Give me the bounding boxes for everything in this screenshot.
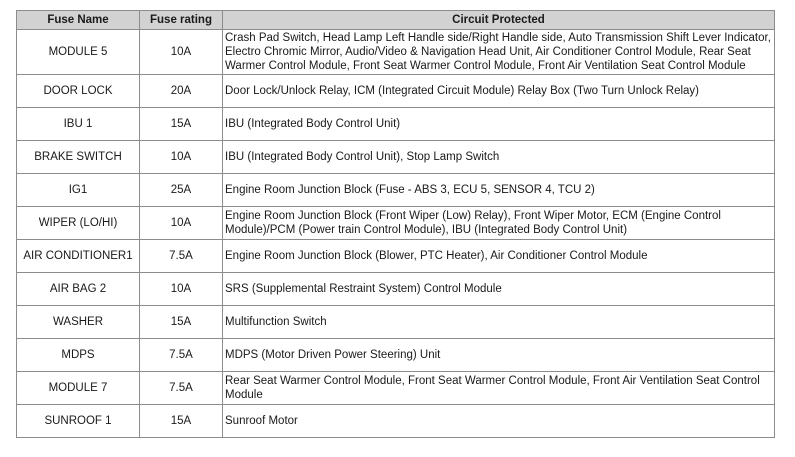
- circuit-cell: Engine Room Junction Block (Fuse - ABS 3, ECU 5, SENSOR 4, TCU 2): [223, 174, 775, 207]
- fuse-name-cell: AIR BAG 2: [17, 273, 140, 306]
- fuse-name-cell: IBU 1: [17, 108, 140, 141]
- table-row: [17, 30, 775, 75]
- circuit-cell: MDPS (Motor Driven Power Steering) Unit: [223, 339, 775, 372]
- table-row: [17, 174, 775, 207]
- fuse-rating-cell: 10A: [140, 273, 223, 306]
- header-row: [17, 11, 775, 30]
- table-row: [17, 372, 775, 405]
- fuse-rating-cell: 25A: [140, 174, 223, 207]
- circuit-cell: Rear Seat Warmer Control Module, Front Seat Warmer Control Module, Front Air Ventilation Seat Control Module: [223, 372, 775, 405]
- table-row: [17, 108, 775, 141]
- fuse-name-cell: MODULE 7: [17, 372, 140, 405]
- table-row: [17, 207, 775, 240]
- circuit-cell: IBU (Integrated Body Control Unit), Stop Lamp Switch: [223, 141, 775, 174]
- fuse-name-cell: SUNROOF 1: [17, 405, 140, 438]
- fuse-name-cell: IG1: [17, 174, 140, 207]
- fuse-rating-cell: 7.5A: [140, 240, 223, 273]
- circuit-cell: SRS (Supplemental Restraint System) Control Module: [223, 273, 775, 306]
- circuit-cell: Sunroof Motor: [223, 405, 775, 438]
- table-row: [17, 339, 775, 372]
- table-row: [17, 141, 775, 174]
- fuse-rating-cell: 15A: [140, 405, 223, 438]
- fuse-name-cell: WIPER (LO/HI): [17, 207, 140, 240]
- table-body: [17, 30, 775, 438]
- table-row: [17, 240, 775, 273]
- table-row: [17, 405, 775, 438]
- fuse-rating-cell: 20A: [140, 75, 223, 108]
- header-fuse-name: Fuse Name: [17, 11, 140, 30]
- circuit-cell: IBU (Integrated Body Control Unit): [223, 108, 775, 141]
- table-row: [17, 75, 775, 108]
- fuse-name-cell: MODULE 5: [17, 30, 140, 75]
- fuse-rating-cell: 10A: [140, 141, 223, 174]
- fuse-rating-cell: 10A: [140, 207, 223, 240]
- fuse-rating-cell: 7.5A: [140, 372, 223, 405]
- fuse-table: [16, 10, 775, 438]
- circuit-cell: Multifunction Switch: [223, 306, 775, 339]
- fuse-name-cell: MDPS: [17, 339, 140, 372]
- fuse-rating-cell: 15A: [140, 306, 223, 339]
- table-row: [17, 306, 775, 339]
- table-header: [17, 11, 775, 30]
- fuse-rating-cell: 10A: [140, 30, 223, 75]
- circuit-cell: Crash Pad Switch, Head Lamp Left Handle side/Right Handle side, Auto Transmission Shift Lever Indicator, Electro Chromic Mirror, Audio/Video & Navigation Head Unit, Air Conditioner Control Module, Rear Seat Warmer Control Module, Front Seat Warmer Control Module, Front Air Ventilation Seat Control Module: [223, 30, 775, 75]
- header-circuit-protected: Circuit Protected: [223, 11, 775, 30]
- header-fuse-rating: Fuse rating: [140, 11, 223, 30]
- fuse-name-cell: AIR CONDITIONER1: [17, 240, 140, 273]
- fuse-name-cell: WASHER: [17, 306, 140, 339]
- fuse-rating-cell: 7.5A: [140, 339, 223, 372]
- circuit-cell: Door Lock/Unlock Relay, ICM (Integrated Circuit Module) Relay Box (Two Turn Unlock Relay): [223, 75, 775, 108]
- circuit-cell: Engine Room Junction Block (Blower, PTC Heater), Air Conditioner Control Module: [223, 240, 775, 273]
- table-row: [17, 273, 775, 306]
- fuse-name-cell: DOOR LOCK: [17, 75, 140, 108]
- fuse-rating-cell: 15A: [140, 108, 223, 141]
- circuit-cell: Engine Room Junction Block (Front Wiper (Low) Relay), Front Wiper Motor, ECM (Engine Control Module)/PCM (Power train Control Module), IBU (Integrated Body Control Unit): [223, 207, 775, 240]
- fuse-name-cell: BRAKE SWITCH: [17, 141, 140, 174]
